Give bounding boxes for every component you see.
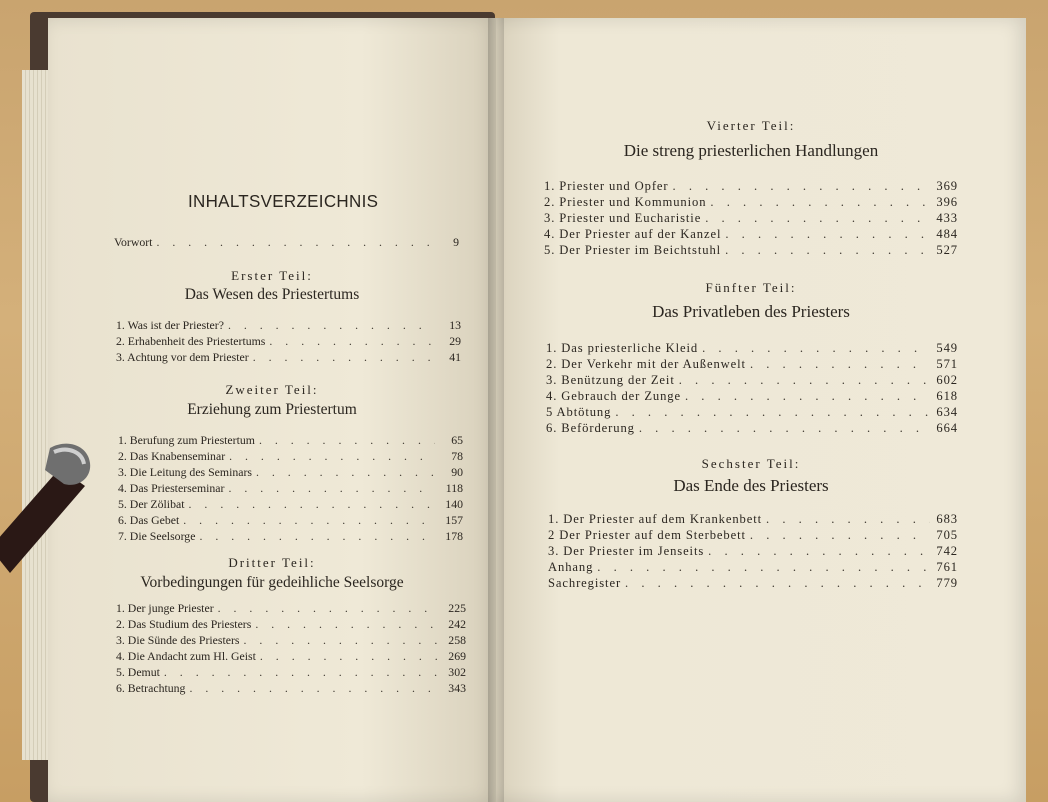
- leader-dots: [265, 333, 433, 349]
- leader-dots: [746, 527, 930, 543]
- part-label: Sechster Teil:: [701, 456, 801, 471]
- entry-label: 3. Benützung der Zeit: [546, 373, 675, 387]
- part-title: Erziehung zum Priestertum: [187, 401, 357, 418]
- part-title: Vorbedingungen für gedeihliche Seelsorge: [140, 574, 404, 591]
- entry-page: 258: [448, 633, 466, 647]
- part-entries: [548, 511, 958, 591]
- leader-dots: [252, 464, 435, 480]
- entry-label: 4. Der Priester auf der Kanzel: [544, 227, 722, 241]
- entry-page: 618: [936, 389, 958, 403]
- list-item: [544, 194, 958, 210]
- list-item: [118, 480, 463, 496]
- part-entries: [544, 178, 958, 258]
- list-item: [114, 234, 459, 250]
- entry-page: 433: [936, 211, 958, 225]
- entry-label: 2. Erhabenheit des Priestertums: [116, 334, 266, 348]
- entry-page: 65: [451, 433, 463, 447]
- leader-dots: [593, 559, 930, 575]
- part-label: Erster Teil:: [231, 268, 313, 283]
- leader-dots: [701, 210, 930, 226]
- leader-dots: [225, 448, 435, 464]
- list-item: [116, 333, 461, 349]
- leader-dots: [675, 372, 930, 388]
- list-item: [118, 448, 463, 464]
- part-label: Dritter Teil:: [228, 555, 316, 570]
- part-label: Vierter Teil:: [706, 118, 796, 133]
- entry-page: 140: [445, 497, 463, 511]
- entry-page: 242: [448, 617, 466, 631]
- list-item: [546, 372, 958, 388]
- list-item: [546, 420, 958, 436]
- part-entries: [118, 432, 463, 544]
- entry-page: 571: [936, 357, 958, 371]
- leader-dots: [240, 632, 438, 648]
- leader-dots: [681, 388, 930, 404]
- leader-dots: [704, 543, 930, 559]
- part-title: Das Wesen des Priestertums: [184, 286, 360, 303]
- entry-page: 343: [448, 681, 466, 695]
- toc-title: INHALTSVERZEICHNIS: [188, 191, 379, 212]
- list-item: [118, 464, 463, 480]
- leader-dots: [746, 356, 930, 372]
- list-item: [116, 664, 466, 680]
- entry-page: 549: [936, 341, 958, 355]
- part-entries: [116, 600, 466, 696]
- preface-entry: [114, 234, 459, 250]
- leader-dots: [251, 616, 438, 632]
- list-item: [544, 226, 958, 242]
- list-item: [118, 512, 463, 528]
- entry-page: 683: [936, 512, 958, 526]
- book-gutter: [488, 18, 504, 802]
- right-page: [496, 18, 1026, 802]
- entry-label: 3. Die Sünde des Priesters: [116, 633, 240, 647]
- list-item: [548, 527, 958, 543]
- leader-dots: [185, 680, 438, 696]
- entry-page: 602: [936, 373, 958, 387]
- part-entries: [546, 340, 958, 436]
- entry-label: 5. Der Priester im Beichtstuhl: [544, 243, 722, 257]
- leader-dots: [224, 480, 435, 496]
- pen-icon: [0, 408, 110, 578]
- list-item: [548, 559, 958, 575]
- list-item: [116, 600, 466, 616]
- entry-label: 4. Gebrauch der Zunge: [546, 389, 681, 403]
- part-title: Das Privatleben des Priesters: [652, 302, 850, 321]
- entry-page: 90: [451, 465, 463, 479]
- left-page: [48, 18, 496, 802]
- list-item: [116, 616, 466, 632]
- entry-label: 4. Die Andacht zum Hl. Geist: [116, 649, 256, 663]
- leader-dots: [224, 317, 433, 333]
- list-item: [116, 648, 466, 664]
- entry-label: Sachregister: [548, 576, 622, 590]
- leader-dots: [256, 648, 438, 664]
- leader-dots: [706, 194, 930, 210]
- list-item: [546, 340, 958, 356]
- entry-label: Vorwort: [114, 235, 153, 249]
- leader-dots: [635, 420, 930, 436]
- entry-page: 705: [936, 528, 958, 542]
- entry-page: 157: [445, 513, 463, 527]
- entry-label: 2. Das Knabenseminar: [118, 449, 226, 463]
- entry-page: 118: [445, 481, 463, 495]
- list-item: [546, 388, 958, 404]
- entry-label: Anhang: [548, 560, 594, 574]
- entry-page: 761: [936, 560, 958, 574]
- leader-dots: [160, 664, 438, 680]
- entry-page: 225: [448, 601, 466, 615]
- entry-label: 2. Das Studium des Priesters: [116, 617, 252, 631]
- entry-label: 5 Abtötung: [546, 405, 612, 419]
- entry-label: 2. Der Verkehr mit der Außenwelt: [546, 357, 746, 371]
- leader-dots: [152, 234, 431, 250]
- entry-page: 779: [936, 576, 958, 590]
- list-item: [546, 356, 958, 372]
- leader-dots: [185, 496, 435, 512]
- entry-page: 178: [445, 529, 463, 543]
- entry-label: 4. Das Priesterseminar: [118, 481, 225, 495]
- part-title: Die streng priesterlichen Handlungen: [623, 141, 879, 160]
- entry-page: 41: [449, 350, 461, 364]
- entry-label: 3. Die Leitung des Seminars: [118, 465, 252, 479]
- leader-dots: [179, 512, 435, 528]
- entry-page: 29: [449, 334, 461, 348]
- entry-label: 6. Betrachtung: [116, 681, 186, 695]
- leader-dots: [611, 404, 930, 420]
- list-item: [116, 317, 461, 333]
- leader-dots: [669, 178, 930, 194]
- part-label: Fünfter Teil:: [705, 280, 797, 295]
- entry-page: 742: [936, 544, 958, 558]
- list-item: [544, 242, 958, 258]
- list-item: [116, 680, 466, 696]
- entry-page: 527: [936, 243, 958, 257]
- entry-page: 484: [936, 227, 958, 241]
- entry-label: 3. Achtung vor dem Priester: [116, 350, 249, 364]
- entry-label: 2 Der Priester auf dem Sterbebett: [548, 528, 746, 542]
- entry-label: 1. Der Priester auf dem Krankenbett: [548, 512, 763, 526]
- list-item: [548, 543, 958, 559]
- list-item: [548, 575, 958, 591]
- list-item: [116, 632, 466, 648]
- entry-label: 2. Priester und Kommunion: [544, 195, 707, 209]
- list-item: [118, 432, 463, 448]
- entry-label: 1. Der junge Priester: [116, 601, 214, 615]
- entry-page: 369: [936, 179, 958, 193]
- leader-dots: [721, 242, 930, 258]
- entry-label: 1. Was ist der Priester?: [116, 318, 224, 332]
- leader-dots: [195, 528, 435, 544]
- entry-label: 6. Beförderung: [546, 421, 635, 435]
- entry-page: 302: [448, 665, 466, 679]
- list-item: [118, 496, 463, 512]
- leader-dots: [214, 600, 438, 616]
- part-entries: [116, 317, 461, 365]
- leader-dots: [762, 511, 930, 527]
- leader-dots: [249, 349, 433, 365]
- entry-page: 664: [936, 421, 958, 435]
- entry-page: 9: [453, 235, 459, 249]
- leader-dots: [255, 432, 435, 448]
- entry-label: 3. Der Priester im Jenseits: [548, 544, 705, 558]
- entry-label: 1. Priester und Opfer: [544, 179, 669, 193]
- list-item: [544, 178, 958, 194]
- list-item: [544, 210, 958, 226]
- entry-label: 3. Priester und Eucharistie: [544, 211, 702, 225]
- list-item: [116, 349, 461, 365]
- entry-page: 269: [448, 649, 466, 663]
- entry-label: 7. Die Seelsorge: [118, 529, 196, 543]
- entry-page: 396: [936, 195, 958, 209]
- part-title: Das Ende des Priesters: [673, 476, 829, 495]
- entry-label: 6. Das Gebet: [118, 513, 180, 527]
- leader-dots: [721, 226, 930, 242]
- list-item: [548, 511, 958, 527]
- list-item: [546, 404, 958, 420]
- leader-dots: [698, 340, 930, 356]
- entry-label: 5. Demut: [116, 665, 160, 679]
- entry-label: 5. Der Zölibat: [118, 497, 185, 511]
- entry-page: 78: [451, 449, 463, 463]
- entry-page: 13: [449, 318, 461, 332]
- entry-label: 1. Das priesterliche Kleid: [546, 341, 699, 355]
- entry-label: 1. Berufung zum Priestertum: [118, 433, 255, 447]
- leader-dots: [621, 575, 930, 591]
- entry-page: 634: [936, 405, 958, 419]
- part-label: Zweiter Teil:: [225, 382, 319, 397]
- list-item: [118, 528, 463, 544]
